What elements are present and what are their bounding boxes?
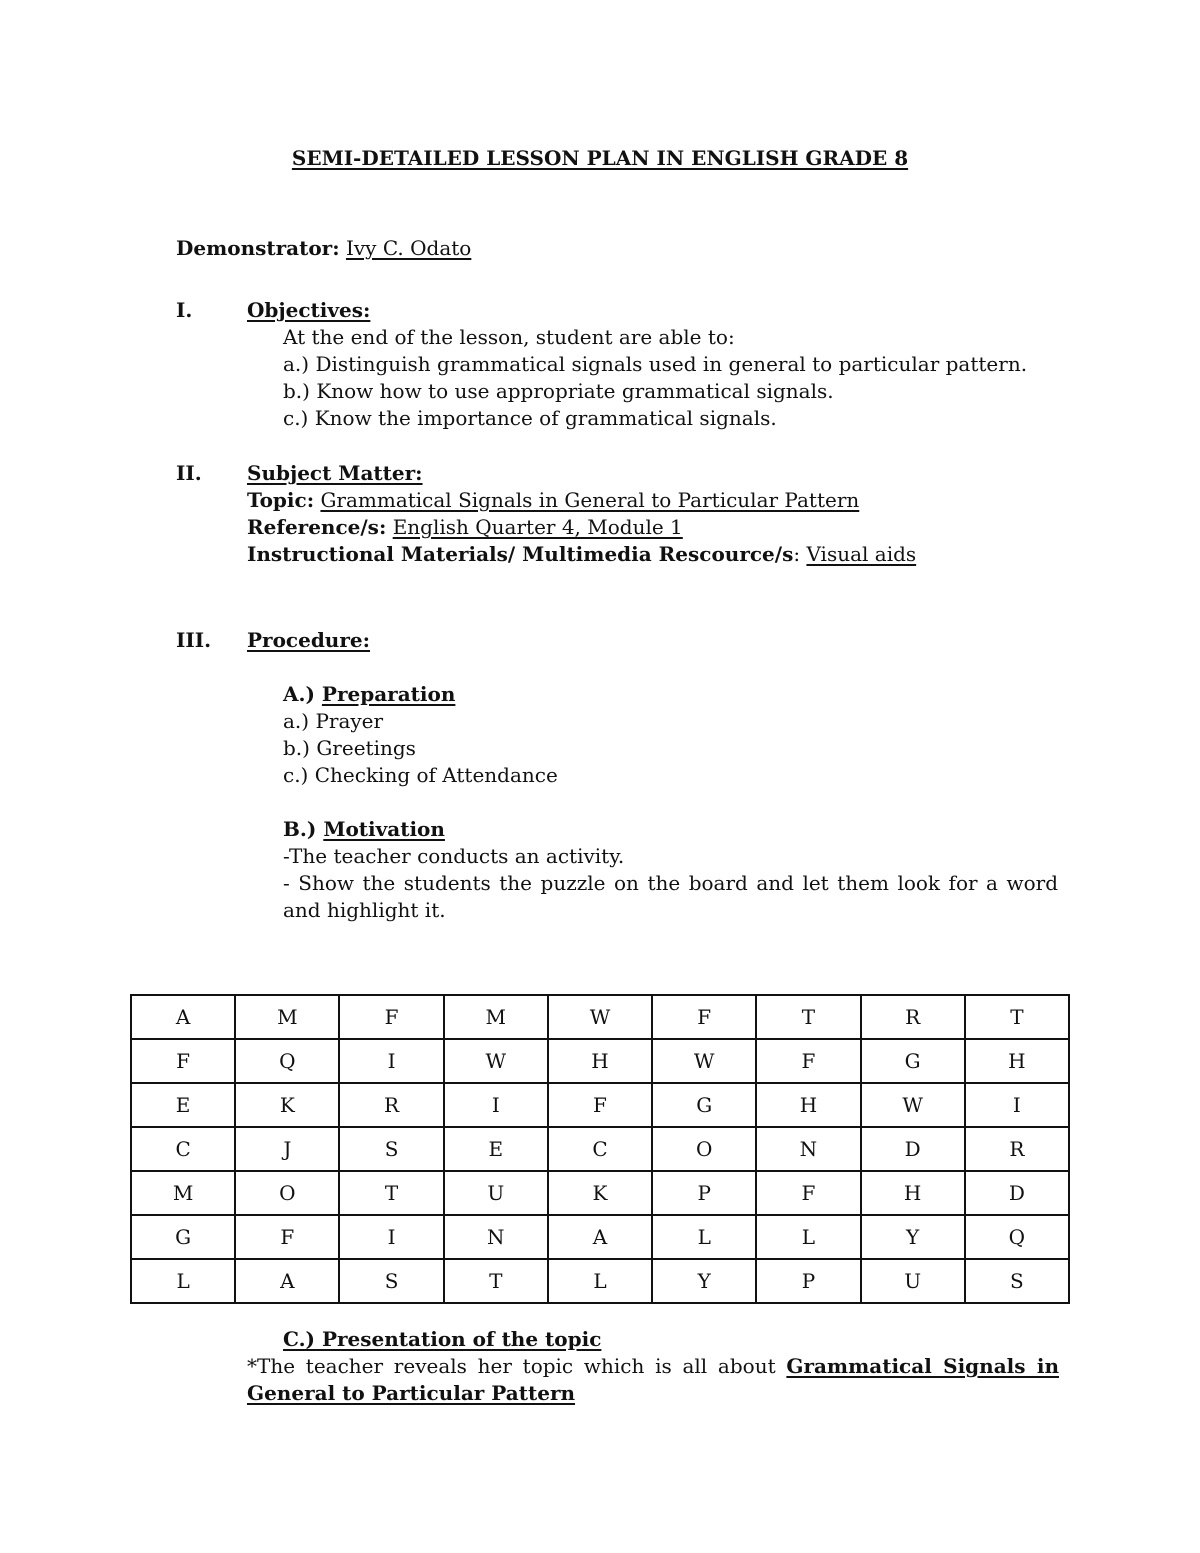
puzzle-cell: T [965, 995, 1069, 1039]
puzzle-cell: K [235, 1083, 339, 1127]
motivation-heading [283, 816, 445, 843]
materials-line [247, 541, 916, 568]
reference-value: English Quarter 4, Module 1 [392, 515, 683, 539]
puzzle-cell: H [756, 1083, 860, 1127]
preparation-item: c.) Checking of Attendance [283, 763, 558, 787]
topic-value: Grammatical Signals in General to Particular Pattern [320, 488, 860, 512]
subject-matter-heading: Subject Matter: [247, 461, 423, 485]
presentation-heading: C.) Presentation of the topic [283, 1327, 602, 1351]
puzzle-cell: F [756, 1171, 860, 1215]
puzzle-cell: F [339, 995, 443, 1039]
puzzle-cell: A [131, 995, 235, 1039]
puzzle-row [131, 1259, 1069, 1303]
demonstrator-value: Ivy C. Odato [345, 236, 472, 260]
puzzle-cell: U [444, 1171, 548, 1215]
puzzle-row [131, 1215, 1069, 1259]
puzzle-cell: F [131, 1039, 235, 1083]
puzzle-cell: Y [652, 1259, 756, 1303]
section2-number: II. [176, 461, 202, 485]
preparation-prefix: A.) [283, 682, 315, 706]
puzzle-cell: T [444, 1259, 548, 1303]
puzzle-cell: A [235, 1259, 339, 1303]
puzzle-cell: P [756, 1259, 860, 1303]
puzzle-cell: S [339, 1259, 443, 1303]
puzzle-cell: N [756, 1127, 860, 1171]
puzzle-cell: I [444, 1083, 548, 1127]
puzzle-cell: E [131, 1083, 235, 1127]
puzzle-cell: I [339, 1039, 443, 1083]
demonstrator-label: Demonstrator: [176, 236, 340, 260]
puzzle-cell: R [861, 995, 965, 1039]
objective-item: b.) Know how to use appropriate grammatical signals. [283, 379, 834, 403]
word-puzzle-grid [130, 994, 1070, 1304]
puzzle-cell: W [861, 1083, 965, 1127]
motivation-title: Motivation [323, 817, 445, 841]
objective-item: a.) Distinguish grammatical signals used in general to particular pattern. [283, 352, 1028, 376]
puzzle-cell: H [548, 1039, 652, 1083]
puzzle-cell: E [444, 1127, 548, 1171]
preparation-heading [283, 681, 455, 708]
presentation-topic: Grammatical Signals in General to Particular Pattern [247, 1354, 1059, 1405]
puzzle-cell: Q [235, 1039, 339, 1083]
puzzle-cell: R [339, 1083, 443, 1127]
puzzle-cell: F [756, 1039, 860, 1083]
puzzle-cell: F [548, 1083, 652, 1127]
objective-item: c.) Know the importance of grammatical signals. [283, 406, 777, 430]
presentation-text: *The teacher reveals her topic which is all about [247, 1354, 776, 1378]
topic-line [247, 487, 859, 514]
puzzle-cell: L [131, 1259, 235, 1303]
puzzle-cell: C [131, 1127, 235, 1171]
puzzle-cell: W [548, 995, 652, 1039]
puzzle-cell: C [548, 1127, 652, 1171]
reference-line [247, 514, 683, 541]
puzzle-cell: N [444, 1215, 548, 1259]
puzzle-cell: L [652, 1215, 756, 1259]
demonstrator-line [176, 235, 471, 262]
reference-label: Reference/s: [247, 515, 387, 539]
puzzle-cell: U [861, 1259, 965, 1303]
puzzle-cell: M [235, 995, 339, 1039]
puzzle-cell: I [339, 1215, 443, 1259]
puzzle-cell: T [339, 1171, 443, 1215]
puzzle-cell: G [652, 1083, 756, 1127]
puzzle-cell: O [235, 1171, 339, 1215]
section3-number: III. [176, 628, 212, 652]
puzzle-cell: L [756, 1215, 860, 1259]
puzzle-cell: T [756, 995, 860, 1039]
puzzle-cell: M [131, 1171, 235, 1215]
motivation-line: -The teacher conducts an activity. [283, 844, 625, 868]
puzzle-cell: L [548, 1259, 652, 1303]
puzzle-cell: A [548, 1215, 652, 1259]
puzzle-row [131, 1127, 1069, 1171]
puzzle-cell: Q [965, 1215, 1069, 1259]
puzzle-cell: K [548, 1171, 652, 1215]
materials-separator: : [793, 542, 801, 566]
materials-value: Visual aids [806, 542, 917, 566]
page-title: SEMI-DETAILED LESSON PLAN IN ENGLISH GRADE 8 [291, 146, 909, 170]
section1-number: I. [176, 298, 193, 322]
puzzle-cell: D [861, 1127, 965, 1171]
puzzle-row [131, 1171, 1069, 1215]
puzzle-row [131, 1083, 1069, 1127]
puzzle-cell: F [652, 995, 756, 1039]
puzzle-cell: S [965, 1259, 1069, 1303]
puzzle-cell: I [965, 1083, 1069, 1127]
puzzle-cell: R [965, 1127, 1069, 1171]
puzzle-cell: G [861, 1039, 965, 1083]
puzzle-cell: F [235, 1215, 339, 1259]
motivation-prefix: B.) [283, 817, 317, 841]
preparation-item: a.) Prayer [283, 709, 384, 733]
puzzle-cell: G [131, 1215, 235, 1259]
puzzle-cell: W [652, 1039, 756, 1083]
puzzle-cell: S [339, 1127, 443, 1171]
puzzle-cell: H [861, 1171, 965, 1215]
preparation-title: Preparation [321, 682, 456, 706]
objectives-intro: At the end of the lesson, student are able to: [283, 325, 735, 349]
preparation-item: b.) Greetings [283, 736, 416, 760]
puzzle-row [131, 1039, 1069, 1083]
puzzle-row [131, 995, 1069, 1039]
objectives-heading: Objectives: [247, 298, 371, 322]
puzzle-cell: J [235, 1127, 339, 1171]
puzzle-cell: Y [861, 1215, 965, 1259]
puzzle-cell: P [652, 1171, 756, 1215]
procedure-heading: Procedure: [247, 628, 370, 652]
puzzle-cell: M [444, 995, 548, 1039]
puzzle-cell: O [652, 1127, 756, 1171]
motivation-instruction: - Show the students the puzzle on the board and let them look for a word and highlight it. [283, 871, 1058, 922]
topic-label: Topic: [247, 488, 315, 512]
puzzle-cell: W [444, 1039, 548, 1083]
puzzle-cell: H [965, 1039, 1069, 1083]
presentation-paragraph [247, 1353, 1059, 1407]
materials-label: Instructional Materials/ Multimedia Rescource/s [247, 542, 794, 566]
puzzle-cell: D [965, 1171, 1069, 1215]
